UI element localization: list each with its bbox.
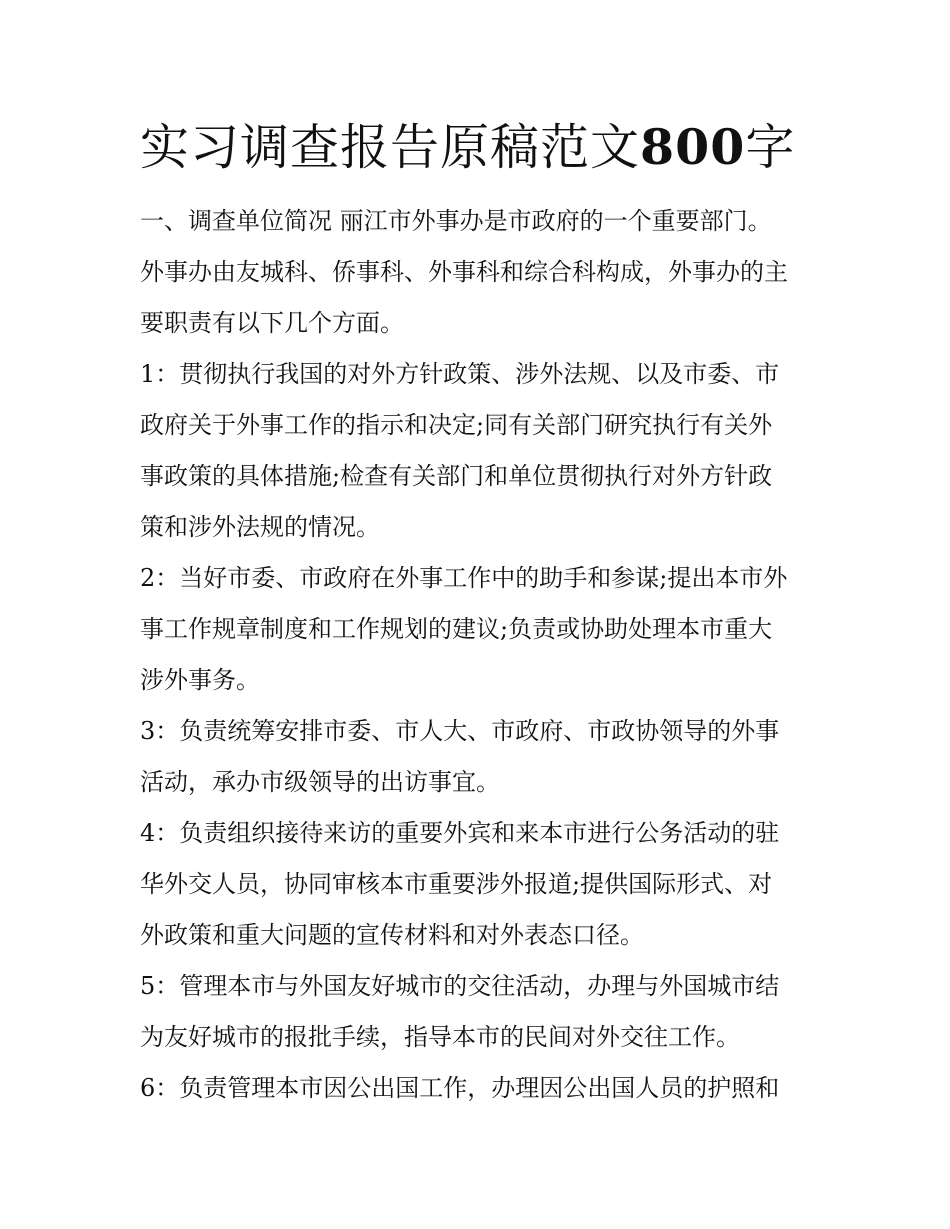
title-prefix: 实习调查报告原稿范文 bbox=[140, 119, 641, 176]
body-line: 政府关于外事工作的指示和决定;同有关部门研究执行有关外 bbox=[140, 411, 773, 439]
body-line: 5：管理本市与外国友好城市的交往活动，办理与外国城市结 bbox=[140, 972, 780, 1000]
body-line: 活动，承办市级领导的出访事宜。 bbox=[140, 768, 500, 796]
body-line: 一、调查单位简况 丽江市外事办是市政府的一个重要部门。 bbox=[140, 207, 772, 235]
body-line: 1：贯彻执行我国的对外方针政策、涉外法规、以及市委、市 bbox=[140, 360, 780, 388]
body-line: 策和涉外法规的情况。 bbox=[140, 513, 380, 541]
body-line: 4：负责组织接待来访的重要外宾和来本市进行公务活动的驻 bbox=[140, 819, 780, 847]
body-line: 外事办由友城科、侨事科、外事科和综合科构成，外事办的主 bbox=[140, 258, 788, 286]
body-line: 3：负责统筹安排市委、市人大、市政府、市政协领导的外事 bbox=[140, 717, 780, 745]
title-suffix: 字 bbox=[745, 119, 796, 176]
body-line: 2：当好市委、市政府在外事工作中的助手和参谋;提出本市外 bbox=[140, 564, 788, 592]
body-line: 6：负责管理本市因公出国工作，办理因公出国人员的护照和 bbox=[140, 1074, 780, 1102]
body-line: 事政策的具体措施;检查有关部门和单位贯彻执行对外方针政 bbox=[140, 462, 773, 490]
body-line: 涉外事务。 bbox=[140, 666, 260, 694]
body-line: 事工作规章制度和工作规划的建议;负责或协助处理本市重大 bbox=[140, 615, 773, 643]
title-number: 800 bbox=[640, 118, 746, 176]
body-line: 外政策和重大问题的宣传材料和对外表态口径。 bbox=[140, 921, 644, 949]
body-line: 要职责有以下几个方面。 bbox=[140, 309, 404, 337]
body-line: 为友好城市的报批手续，指导本市的民间对外交往工作。 bbox=[140, 1023, 740, 1051]
document-title bbox=[140, 112, 795, 183]
body-line: 华外交人员，协同审核本市重要涉外报道;提供国际形式、对 bbox=[140, 870, 773, 898]
document-body bbox=[140, 196, 816, 1114]
